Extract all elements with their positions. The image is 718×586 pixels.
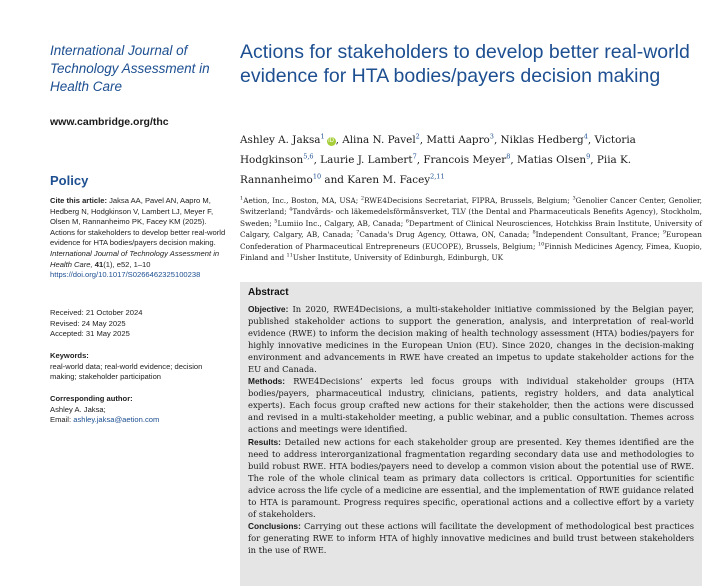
author-name[interactable]: Niklas Hedberg <box>500 134 584 146</box>
affiliation-number: 10 <box>537 241 545 248</box>
affiliation-text: Lumiio Inc., Calgary, AB, Canada; <box>277 218 406 228</box>
revised-date: Revised: 24 May 2025 <box>50 318 126 328</box>
abstract-section <box>248 520 694 556</box>
affiliation-text: Usher Institute, University of Edinburgh, Edinburgh, UK <box>292 253 504 263</box>
abstract-body <box>248 303 694 556</box>
affiliation-number: 8 <box>532 229 536 236</box>
affiliation-number: 1 <box>240 195 244 202</box>
corresponding-author-name: Ashley A. Jaksa; <box>50 404 106 414</box>
author-name[interactable]: Ashley A. Jaksa <box>240 134 321 146</box>
affiliation-text: Finnish Medicines Agency, Fimea, Kuopio, Finland and <box>240 241 702 263</box>
email-label: Email: <box>50 415 72 425</box>
abstract-section-label: Methods: <box>248 376 286 387</box>
article-type-label: Policy <box>50 173 89 188</box>
author-affiliation-number[interactable]: 10 <box>312 172 322 181</box>
affiliation-text: Aetion, Inc., Boston, MA, USA; <box>243 196 361 205</box>
affiliation-text: Genolier Cancer Center, Genolier, Switzerland; <box>240 196 702 217</box>
affiliation-number: 3 <box>572 195 576 202</box>
author-affiliation-number[interactable]: 5,6 <box>303 152 314 161</box>
affiliation-text: European Confederation of Pharmaceutical Entrepreneurs (EUCOPE), Brussels, Belgium; <box>240 230 702 251</box>
orcid-icon[interactable]: iD <box>328 138 334 144</box>
abstract-heading: Abstract <box>248 287 289 298</box>
article-title: Actions for stakeholders to develop better real-world evidence for HTA bodies/payers decision making <box>240 41 690 87</box>
cite-journal: International Journal of Technology Assessment in Health Care, <box>50 248 220 269</box>
received-date: Received: 21 October 2024 <box>50 308 143 317</box>
author-affiliation-number[interactable]: 9 <box>586 152 591 161</box>
abstract-section <box>248 303 694 375</box>
author-name[interactable]: Victoria Hodgkinson <box>240 134 636 166</box>
corresponding-author-label: Corresponding author: <box>50 394 133 403</box>
affiliation-text: Canada's Drug Agency, Ottawa, ON, Canada; <box>359 230 533 240</box>
abstract-section-text: Detailed new actions for each stakeholder group are presented. Key themes identified are the need to address interorganizational fragmentation regarding secondary data use and methodologies to build robust RWE. HTA bodies/payers need to develop a common vision about the potential use of RWE. The role of the whole clinical team as primary data collectors is critical. Opportunities for scientific advice across the life cycle of a medicine are essential, and the implementation of RWE guidance related to HTA is paramount. Progress requires specific, operational actions and a collective effort by a variety of stakeholders. <box>248 436 694 519</box>
cite-text: Jaksa AA, Pavel AN, Aapro M, Hedberg N, Hodgkinson V, Lambert LJ, Meyer F, Olsen M, Rannanheimo PK, Facey KM (2025). Actions for stakeholders to develop better real-world evidence for HTA bodies/payers decision making. <box>50 196 226 248</box>
abstract-section-text: In 2020, RWE4Decisions, a multi-stakeholder initiative commissioned by the Belgian payer, published stakeholder actions to support the generation, analysis, and interpretation of real-world evidence (RWE) to inform the decision making of health technology assessment (HTA) bodies/payers for highly innovative medicines in the European Union (EU). Since 2020, changes in the decision-making environment and advancements in RWE have created an impetus to update stakeholder actions for the EU and Canada. <box>248 304 694 375</box>
affiliation-text: Independent Consultant, France; <box>535 230 663 240</box>
accepted-date: Accepted: 31 May 2025 <box>50 329 130 339</box>
journal-url-link[interactable]: www.cambridge.org/thc <box>50 116 169 128</box>
affiliation-text: RWE4Decisions Secretariat, FIPRA, Brussels, Belgium; <box>364 196 573 205</box>
author-name[interactable]: Francois Meyer <box>423 154 507 166</box>
author-affiliation-number[interactable]: 2,11 <box>430 172 445 181</box>
affiliation-number: 7 <box>356 229 360 236</box>
abstract-section-label: Objective: <box>248 304 289 314</box>
author-name[interactable]: Alina N. Pavel <box>342 134 416 146</box>
author-name[interactable]: Matias Olsen <box>516 154 587 166</box>
author-affiliation-number[interactable]: 7 <box>412 152 417 161</box>
abstract-section <box>248 436 694 520</box>
author-affiliation-number[interactable]: 4 <box>583 132 588 141</box>
article-dates <box>50 308 226 340</box>
author-affiliation-number[interactable]: 1 <box>320 132 325 141</box>
keywords-text: real-world data; real-world evidence; decision making; stakeholder participation <box>50 361 203 382</box>
author-name[interactable]: Piia K. Rannanheimo <box>240 154 632 186</box>
keywords-label: Keywords: <box>50 351 89 360</box>
author-affiliation-number[interactable]: 3 <box>489 132 494 141</box>
abstract-section <box>248 375 694 435</box>
affiliation-number: 11 <box>286 252 293 259</box>
affiliation-number: 6 <box>405 218 409 225</box>
cite-label: Cite this article: <box>50 196 107 205</box>
email-link[interactable]: ashley.jaksa@aetion.com <box>73 415 160 425</box>
corresponding-author-email-row <box>50 415 226 426</box>
citation-block <box>50 196 226 281</box>
affiliation-number: 2 <box>360 195 365 202</box>
affiliations <box>240 195 702 263</box>
corresponding-author-block <box>50 394 226 426</box>
cite-volume: 41 <box>94 259 104 269</box>
author-name[interactable]: Laurie J. Lambert <box>320 154 413 166</box>
author-list: Ashley A. Jaksa$^1$iD , Alina N. Pavel$^2$, Matti Aapro$^3$, Niklas Hedberg$^4$, Victoria Hodgkinson$^{5,6}$, Laurie J. Lambert$^7$, Francois Meyer$^8$, Matias Olsen$^9$, Piia K. Rannanheimo$^{10}$ and Karen M. Facey$^{2,11}$ <box>240 132 636 186</box>
affiliation-text: Department of Clinical Neurosciences, Hotchkiss Brain Institute, University of Calgary, Calgary, AB, Canada; <box>240 218 702 240</box>
abstract-section-text: Carrying out these actions will facilitate the development of methodological best practices for generating RWE to inform HTA of highly innovative medicines and build trust between stakeholders in the use of RWE. <box>248 520 694 555</box>
author-affiliation-number[interactable]: 2 <box>415 132 420 141</box>
abstract-section-label: Results: <box>248 436 281 447</box>
affiliation-number: 4 <box>289 206 293 213</box>
abstract-section-text: RWE4Decisions’ experts led focus groups with individual stakeholder groups (HTA bodies/payers, pharmaceutical industry, clinicians, patients, registry holders, and data analytical experts). Each focus group crafted new actions for their stakeholder, then the actions were discussed and revised in a multi-stakeholder meeting, a public webinar, and a public consultation. Themes across actions and meetings were identified. <box>248 376 694 435</box>
doi-link[interactable]: https://doi.org/10.1017/S0266462325100238 <box>50 270 201 280</box>
cite-issue-pages: (1), e52, 1–10 <box>103 259 151 269</box>
abstract-box <box>240 282 702 586</box>
author-name[interactable]: Matti Aapro <box>426 134 490 146</box>
affiliation-text: Tandvårds- och läkemedelsförmånsverket, TLV (the Dental and Pharmaceuticals Benefits Agency), Stockholm, Sweden; <box>240 207 702 228</box>
author-affiliation-number[interactable]: 8 <box>506 152 511 161</box>
affiliation-number: 5 <box>274 218 278 225</box>
abstract-section-label: Conclusions: <box>248 520 301 531</box>
keywords-block <box>50 351 226 383</box>
author-name[interactable]: Karen M. Facey <box>347 174 431 186</box>
affiliation-number: 9 <box>662 229 667 236</box>
journal-name: International Journal of Technology Assessment in Health Care <box>50 43 210 94</box>
